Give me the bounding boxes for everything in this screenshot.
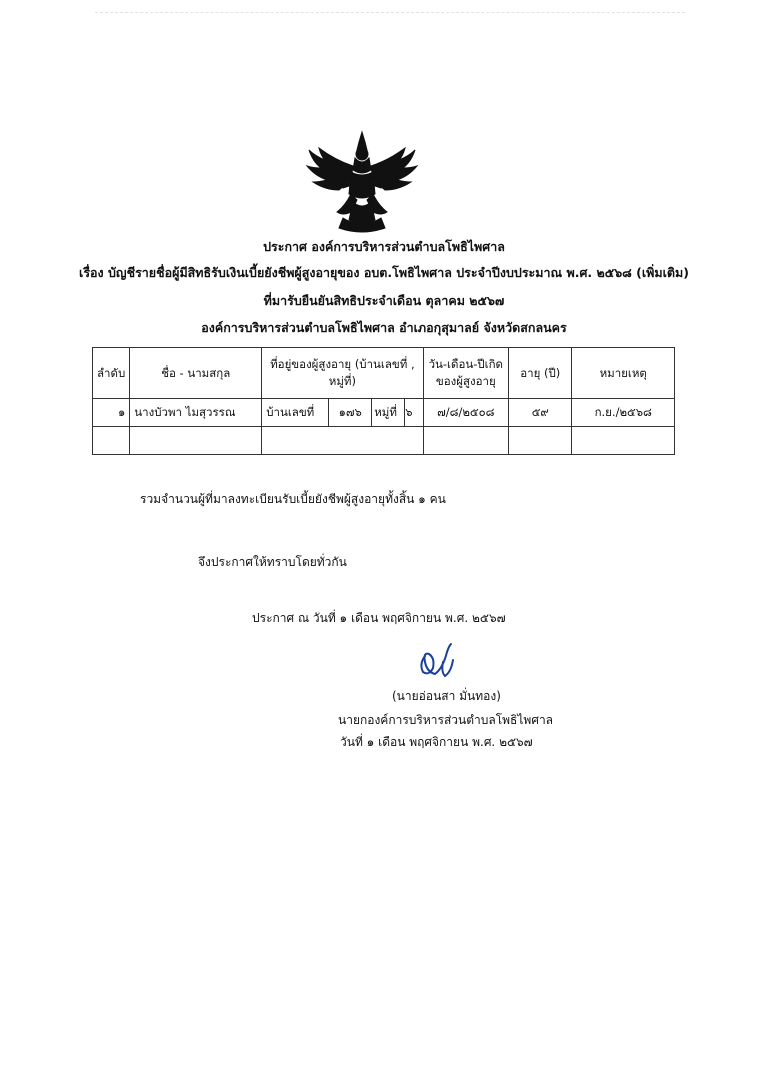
moo-number: ๖ bbox=[405, 405, 413, 419]
table-header-row bbox=[93, 348, 675, 399]
header-line-3: ที่มารับยืนยันสิทธิประจำเดือน ตุลาคม ๒๕๖๗ bbox=[263, 293, 505, 308]
col-header-birth: วัน-เดือน-ปีเกิด ของผู้สูงอายุ bbox=[423, 348, 509, 399]
moo-label: หมู่ที่ bbox=[372, 399, 405, 426]
table-row bbox=[93, 399, 675, 427]
signature-icon bbox=[413, 642, 458, 682]
table-row-empty bbox=[93, 427, 675, 455]
row-no: ๑ bbox=[93, 399, 130, 427]
col-header-age: อายุ (ปี) bbox=[509, 348, 572, 399]
header-subject-line: เรื่อง บัญชีรายชื่อผู้มีสิทธิรับเงินเบี้ยยังชีพผู้สูงอายุของ อบต.โพธิไพศาล ประจำปีงบประมาณ พ.ศ. ๒๕๖๘ (เพิ่มเติม) bbox=[79, 265, 689, 280]
summary-text: รวมจำนวนผู้ที่มาลงทะเบียนรับเบี้ยยังชีพผู้สูงอายุทั้งสิ้น ๑ คน bbox=[140, 492, 446, 506]
signer-date: วันที่ ๑ เดือน พฤศจิกายน พ.ศ. ๒๕๖๗ bbox=[340, 735, 533, 749]
header-line-4: องค์การบริหารส่วนตำบลโพธิไพศาล อำเภอกุสุมาลย์ จังหวัดสกลนคร bbox=[201, 320, 567, 335]
col-header-name: ชื่อ - นามสกุล bbox=[130, 348, 262, 399]
date-line: ประกาศ ณ วันที่ ๑ เดือน พฤศจิกายน พ.ศ. ๒๕๖๗ bbox=[252, 611, 506, 625]
announce-text: จึงประกาศให้ทราบโดยทั่วกัน bbox=[198, 555, 347, 569]
row-age: ๕๙ bbox=[509, 399, 572, 427]
row-address bbox=[262, 399, 423, 427]
beneficiary-table bbox=[92, 347, 675, 455]
row-birth: ๗/๘/๒๕๐๘ bbox=[423, 399, 509, 427]
col-header-no: ลำดับ bbox=[93, 348, 130, 399]
house-number: ๑๗๖ bbox=[328, 399, 372, 426]
garuda-emblem-icon bbox=[305, 130, 420, 235]
row-name: นางบัวพา ไมสุวรรณ bbox=[130, 399, 262, 427]
signer-title: นายกองค์การบริหารส่วนตำบลโพธิไพศาล bbox=[338, 713, 554, 727]
signer-name: (นายอ่อนสา มั่นทอง) bbox=[392, 689, 501, 703]
header-line-1: ประกาศ องค์การบริหารส่วนตำบลโพธิไพศาล bbox=[263, 239, 505, 254]
top-scan-mark bbox=[95, 0, 685, 13]
house-label: บ้านเลขที่ bbox=[266, 405, 315, 419]
row-note: ก.ย./๒๕๖๘ bbox=[572, 399, 675, 427]
col-header-note: หมายเหตุ bbox=[572, 348, 675, 399]
col-header-address: ที่อยู่ของผู้สูงอายุ (บ้านเลขที่ , หมู่ที่) bbox=[262, 348, 423, 399]
